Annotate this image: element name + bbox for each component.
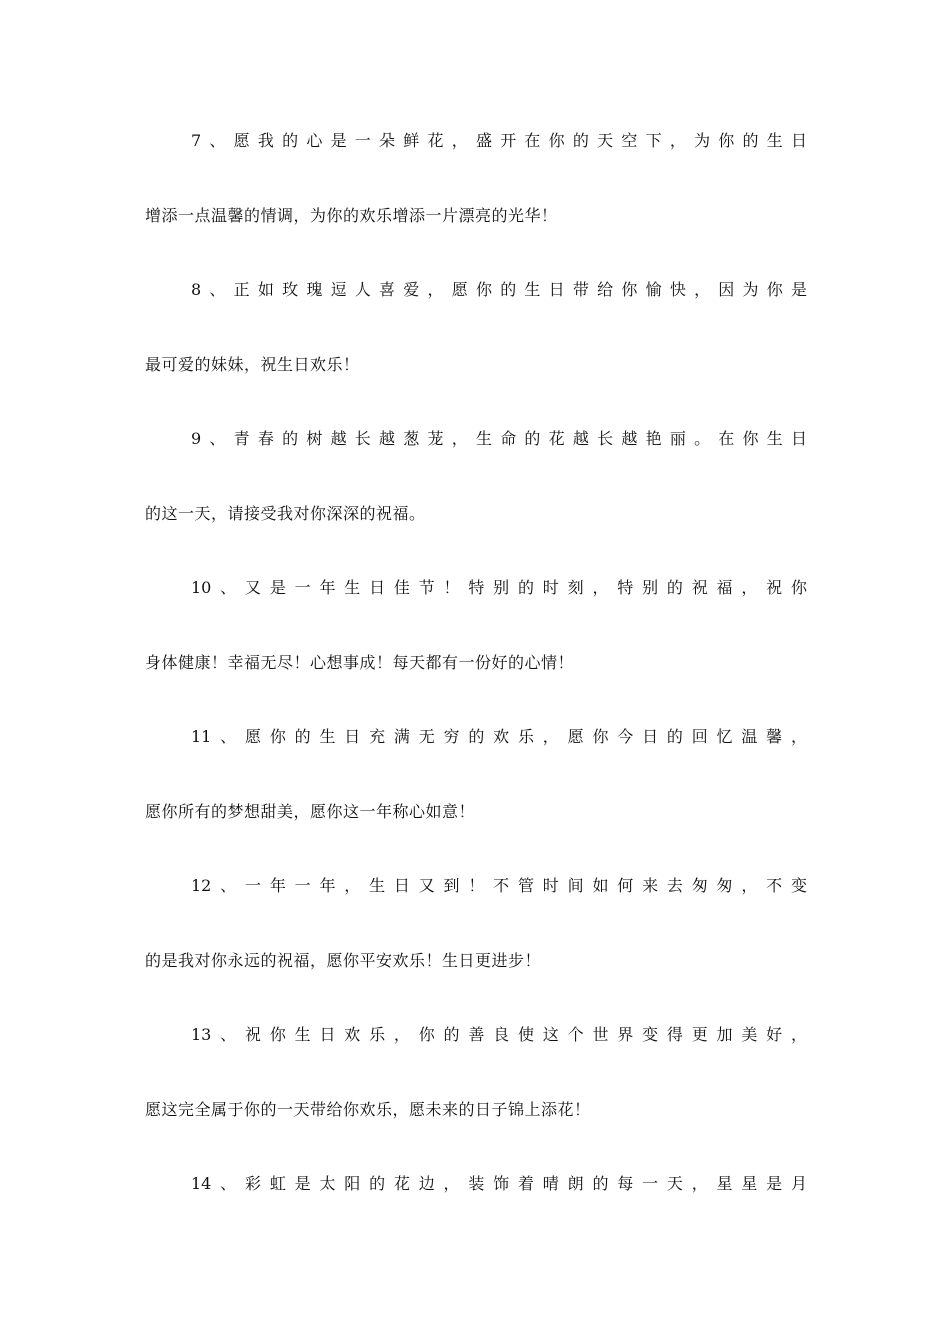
- paragraph-line: 的这一天，请接受我对你深深的祝福。: [145, 503, 426, 523]
- paragraph-13: [145, 1022, 807, 1171]
- paragraph-10: [145, 575, 807, 724]
- paragraph-line: 最可爱的妹妹，祝生日欢乐！: [145, 354, 360, 374]
- paragraph-11: [145, 724, 807, 873]
- paragraph-line: 8、正如玫瑰逗人喜爱，愿你的生日带给你愉快，因为你是: [191, 280, 807, 299]
- paragraph-8: [145, 277, 807, 426]
- paragraph-line: 的是我对你永远的祝福，愿你平安欢乐！生日更进步！: [145, 950, 542, 970]
- paragraph-7: [145, 128, 807, 277]
- paragraph-12: [145, 873, 807, 1022]
- paragraph-line: 9、青春的树越长越葱茏，生命的花越长越艳丽。在你生日: [191, 429, 807, 448]
- paragraph-9: [145, 426, 807, 575]
- paragraph-line: 愿这完全属于你的一天带给你欢乐，愿未来的日子锦上添花！: [145, 1099, 591, 1119]
- paragraph-line: 增添一点温馨的情调，为你的欢乐增添一片漂亮的光华！: [145, 205, 558, 225]
- paragraph-line: 10、又是一年生日佳节！特别的时刻，特别的祝福，祝你: [191, 578, 807, 597]
- paragraph-line: 14、彩虹是太阳的花边，装饰着晴朗的每一天，星星是月: [191, 1174, 807, 1193]
- paragraph-line: 11、愿你的生日充满无穷的欢乐，愿你今日的回忆温馨，: [191, 727, 807, 746]
- paragraph-line: 7、愿我的心是一朵鲜花，盛开在你的天空下，为你的生日: [191, 131, 807, 150]
- paragraph-line: 身体健康！幸福无尽！心想事成！每天都有一份好的心情！: [145, 652, 575, 672]
- paragraph-line: 13、祝你生日欢乐，你的善良使这个世界变得更加美好，: [191, 1025, 807, 1044]
- paragraph-14: [145, 1171, 807, 1246]
- paragraph-line: 愿你所有的梦想甜美，愿你这一年称心如意！: [145, 801, 476, 821]
- document-body: [145, 128, 807, 1246]
- paragraph-line: 12、一年一年，生日又到！不管时间如何来去匆匆，不变: [191, 876, 807, 895]
